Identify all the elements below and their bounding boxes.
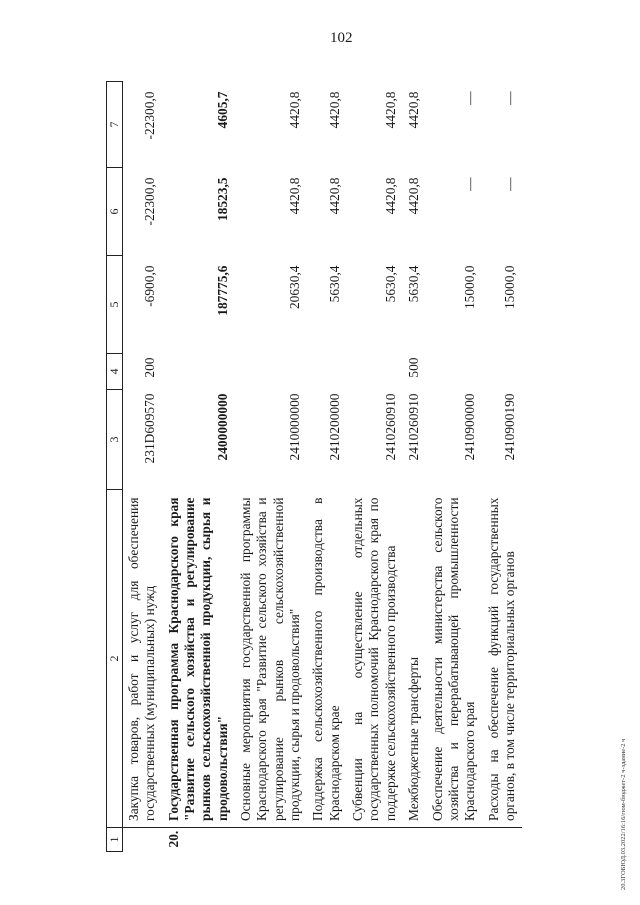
description-cell: Обеспечение деятельности министерства сельского хозяйства и перерабатывающей промышленности Краснодарского края [429,497,478,821]
table-row [403,82,426,852]
header-cell: 7 [107,82,123,168]
amount-col6-cell: 4420,8 [326,177,342,215]
amount-col5-cell: 15000,0 [501,265,517,310]
amount-col5-cell: 5630,4 [326,265,342,303]
amount-col7-cell: — [501,91,517,105]
amount-col7-cell: 4420,8 [406,91,422,129]
amount-col7-cell: -22300,0 [142,91,158,140]
description-cell: Межбюджетные трансферты [406,657,422,821]
expense-type-cell [163,354,235,390]
expense-type-cell [347,354,403,390]
row-number-cell [483,828,523,852]
row-number-cell [123,828,163,852]
amount-col6-cell: — [501,177,517,191]
target-code-cell: 2410900000 [462,393,478,461]
amount-col6-cell: 4420,8 [382,177,398,215]
amount-col7-cell: 4420,8 [382,91,398,129]
target-code-cell: 2410260910 [406,393,422,461]
table-row [307,82,347,852]
row-number-cell: 20. [163,828,235,852]
page-number: 102 [330,30,353,46]
header-cell: 1 [107,828,123,852]
table-row [347,82,403,852]
table-row [427,82,483,852]
description-cell: Субвенции на осуществление отдельных государственных полномочий Краснодарского края по поддержке сельскохозяйственного производства [350,497,398,821]
header-cell: 4 [107,354,123,390]
amount-col5-cell: 20630,4 [287,265,303,310]
target-code-cell: 2410000000 [287,393,303,461]
amount-col7-cell: 4420,8 [287,91,303,129]
table-body [123,82,523,852]
amount-col6-cell: — [462,177,478,191]
table-row [235,82,307,852]
table-row [123,82,163,852]
row-number-cell [235,828,307,852]
amount-col5-cell: 15000,0 [462,265,478,310]
target-code-cell: 2400000000 [214,393,230,461]
description-cell: Основные мероприятия государственной программы Краснодарского края "Развитие сельского хозяйства и регулирование рынков сельскохозяйственной продукции, сырья и продовольствия" [238,497,303,821]
amount-col6-cell: -22300,0 [142,177,158,226]
amount-col6-cell: 18523,5 [214,177,230,222]
amount-col6-cell: 4420,8 [406,177,422,215]
target-code-cell: 231D609570 [142,393,158,464]
target-code-cell: 2410260910 [382,393,398,461]
table-row [163,82,235,852]
amount-col7-cell: — [462,91,478,105]
row-number-cell [307,828,347,852]
target-code-cell: 2410200000 [326,393,342,461]
description-cell: Поддержка сельскохозяйственного производства в Краснодарском крае [310,497,342,821]
amount-col5-cell: 5630,4 [406,265,422,303]
expense-type-cell: 500 [406,357,422,378]
amount-col6-cell: 4420,8 [287,177,303,215]
row-number-cell [427,828,483,852]
expense-type-cell [427,354,483,390]
row-number-cell [403,828,426,852]
table-row [483,82,523,852]
expense-type-cell [483,354,523,390]
target-code-cell: 2410900190 [501,393,517,461]
header-cell: 3 [107,390,123,490]
rotated-table-region [106,82,628,852]
amount-col7-cell: 4605,7 [214,91,230,129]
description-cell: Закупка товаров, работ и услуг для обеспечения государственных (муниципальных) нужд [126,497,158,821]
footer-stamp: 20.3ГОБЮД.03.2022/16:16/гюм-бюджет-2 ч-здание-2 ч [620,738,627,890]
header-cell: 6 [107,168,123,256]
header-row [107,82,123,852]
amount-col5-cell: 187775,6 [214,265,230,316]
amount-col7-cell: 4420,8 [326,91,342,129]
amount-col5-cell: 5630,4 [382,265,398,303]
description-cell: Государственная программа Краснодарского края "Развитие сельского хозяйства и регулирование рынков сельскохозяйственной продукции, сырья и продовольствия" [165,497,230,821]
row-number-cell [347,828,403,852]
amount-col5-cell: -6900,0 [142,265,158,307]
expense-type-cell: 200 [142,357,158,378]
budget-table [106,81,522,852]
header-cell: 2 [107,490,123,828]
expense-type-cell [235,354,307,390]
header-cell: 5 [107,256,123,354]
description-cell: Расходы на обеспечение функций государственных органов, в том числе территориальных органов [485,497,517,821]
expense-type-cell [307,354,347,390]
